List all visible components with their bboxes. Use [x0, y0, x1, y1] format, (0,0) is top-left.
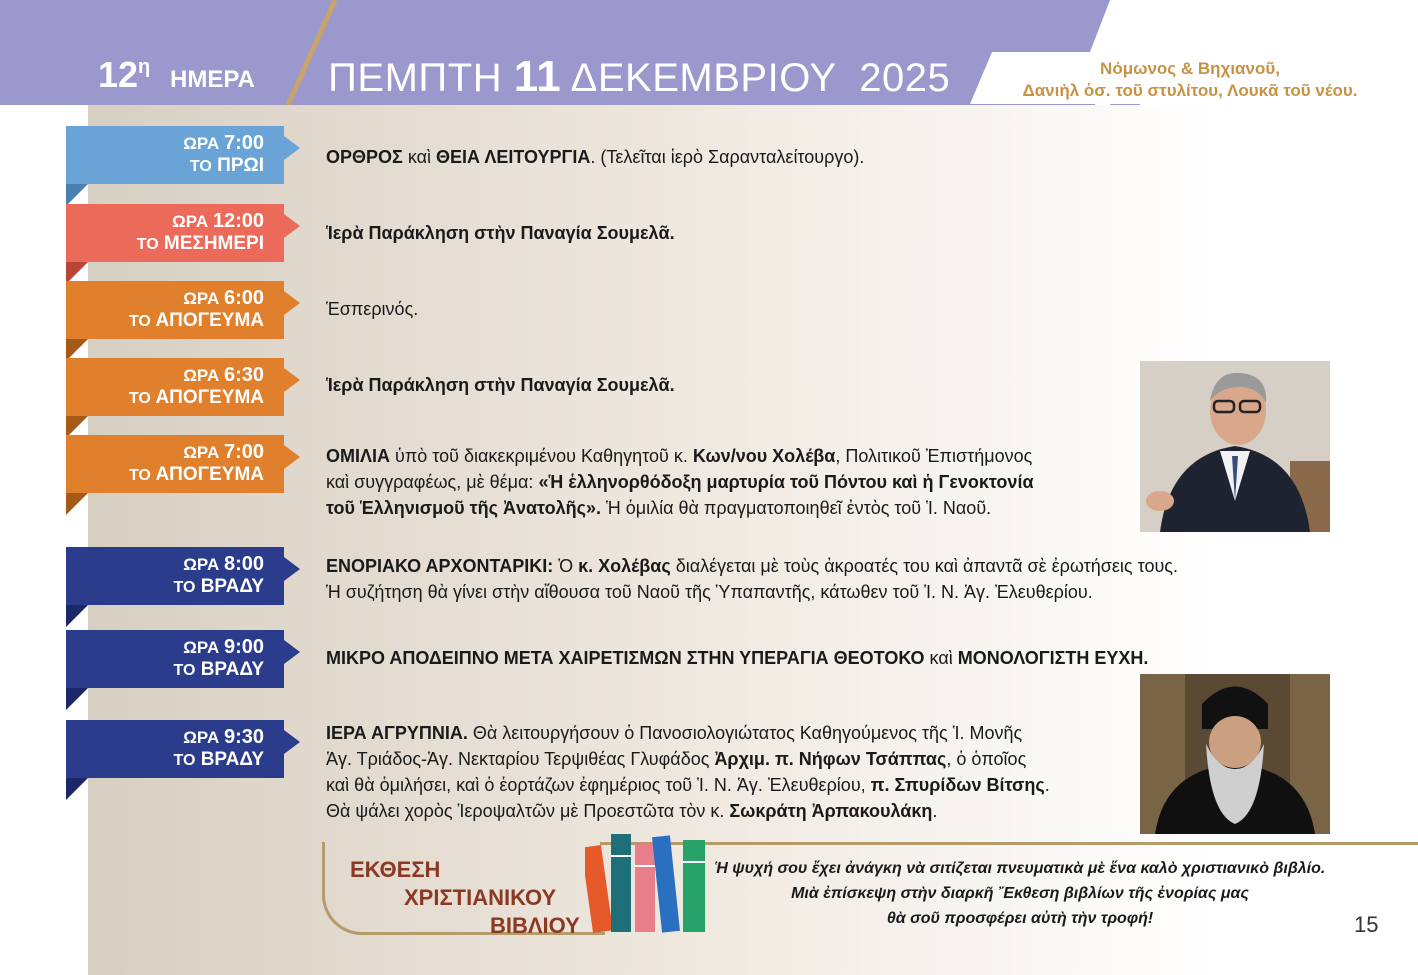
event-description: ΟΡΘΡΟΣ καὶ ΘΕΙΑ ΛΕΙΤΟΥΡΓΙΑ. (Τελεῖται ἱερὸ Σαρανταλείτουργο). — [326, 147, 865, 167]
time-ribbon — [66, 358, 286, 416]
period-label: ΤΟ ΒΡΑΔΥ — [173, 749, 264, 770]
day-label: ΗΜΕΡΑ — [170, 66, 255, 93]
date-title: ΠΕΜΠΤΗ 11 ΔΕΚΕΜΒΡΙΟΥ 2025 — [328, 52, 951, 101]
event-description: Ἱερὰ Παράκληση στὴν Παναγία Σουμελᾶ. — [326, 223, 675, 243]
time-label: ΩΡΑ 8:00 — [183, 553, 264, 575]
period-label: ΤΟ ΑΠΟΓΕΥΜΑ — [128, 387, 264, 408]
time-ribbon — [66, 547, 286, 605]
time-label: ΩΡΑ 9:30 — [183, 726, 264, 748]
event-description: ΙΕΡΑ ΑΓΡΥΠΝΙΑ. Θὰ λειτουργήσουν ὁ Πανοσιολογιώτατος Καθηγούμενος τῆς Ἱ. Μονῆς Ἁγ. Τριάδος-Ἁγ. Νεκταρίου Τερψιθέας Γλυφάδος Ἀρχιμ. π. Νήφων Τσάππας, ὁ ὁποῖος καὶ θὰ ὁμιλήσει, καὶ ὁ ἑορτάζων ἐφημέριος τοῦ Ἱ. Ν. Ἁγ. Ἐλευθερίου, π. Σπυρίδων Βίτσης. Θὰ ψάλει χορὸς Ἱεροψαλτῶν μὲ Προεστῶτα τὸν κ. Σωκράτη Ἀρπακουλάκη. — [326, 723, 1050, 821]
event-description: ΕΝΟΡΙΑΚΟ ΑΡΧΟΝΤΑΡΙΚΙ: Ὁ κ. Χολέβας διαλέγεται μὲ τοὺς ἀκροατές του καὶ ἀπαντᾶ σὲ ἐρωτήσεις τους. Ἡ συζήτηση θὰ γίνει στὴν αἴθουσα τοῦ Ναοῦ τῆς Ὑπαπαντῆς, κάτωθεν τοῦ Ἱ. Ν. Ἁγ. Ἐλευθερίου. — [326, 556, 1178, 602]
time-label: ΩΡΑ 12:00 — [172, 210, 264, 232]
event-description: ΟΜΙΛΙΑ ὑπὸ τοῦ διακεκριμένου Καθηγητοῦ κ. Κων/νου Χολέβα, Πολιτικοῦ Ἐπιστήμονος καὶ συγγραφέως, μὲ θέμα: «Ἡ ἑλληνορθόδοξη μαρτυρία τοῦ Πόντου καὶ ἡ Γενοκτονία τοῦ Ἑλληνισμοῦ τῆς Ἀνατολῆς». Ἡ ὁμιλία θὰ πραγματοποιηθεῖ ἐντὸς τοῦ Ἱ. Ναοῦ. — [326, 446, 1034, 518]
speaker-photo — [1140, 361, 1330, 532]
time-ribbon — [66, 204, 286, 262]
period-label: ΤΟ ΜΕΣΗΜΕΡΙ — [136, 233, 264, 254]
exhibition-message: Ἡ ψυχή σου ἔχει ἀνάγκη νὰ σιτίζεται πνευματικὰ μὲ ἕνα καλὸ χριστιανικὸ βιβλίο. Μιὰ ἐπίσκεψη στὴν διαρκῆ ῎Εκθεση βιβλίων τῆς ἐνορίας μας θὰ σοῦ προσφέρει αὐτὴ τὴν τροφή! — [714, 860, 1326, 927]
time-ribbon — [66, 126, 286, 184]
time-ribbon — [66, 630, 286, 688]
exhibition-title-line1: ΕΚΘΕΣΗ — [350, 857, 441, 882]
period-label: ΤΟ ΒΡΑΔΥ — [173, 576, 264, 597]
exhibition-title-line3: ΒΙΒΛΙΟΥ — [490, 913, 580, 938]
day-number: $12^\eta$ — [98, 54, 151, 95]
period-label: ΤΟ ΑΠΟΓΕΥΜΑ — [128, 310, 264, 331]
time-label: ΩΡΑ 9:00 — [183, 636, 264, 658]
time-ribbon — [66, 281, 286, 339]
exhibition-title-line2: ΧΡΙΣΤΙΑΝΙΚΟΥ — [404, 885, 557, 910]
page-number: 15 — [1354, 912, 1379, 937]
event-description: ΜΙΚΡΟ ΑΠΟΔΕΙΠΝΟ ΜΕΤΑ ΧΑΙΡΕΤΙΣΜΩΝ ΣΤΗΝ ΥΠΕΡΑΓΙΑ ΘΕΟΤΟΚΟ καὶ ΜΟΝΟΛΟΓΙΣΤΗ ΕΥΧΗ. — [326, 648, 1149, 668]
time-label: ΩΡΑ 7:00 — [183, 441, 264, 463]
priest-photo — [1140, 674, 1330, 834]
event-description: Ἑσπερινός. — [326, 299, 419, 319]
period-label: ΤΟ ΒΡΑΔΥ — [173, 659, 264, 680]
time-ribbon — [66, 720, 286, 778]
books-icon — [585, 826, 710, 934]
event-description: Ἱερὰ Παράκληση στὴν Παναγία Σουμελᾶ. — [326, 375, 675, 395]
time-label: ΩΡΑ 6:00 — [183, 287, 264, 309]
period-label: ΤΟ ΠΡΩΙ — [189, 155, 264, 176]
time-ribbon — [66, 435, 286, 493]
divider-line — [600, 842, 1418, 845]
time-label: ΩΡΑ 7:00 — [183, 132, 264, 154]
time-label: ΩΡΑ 6:30 — [183, 364, 264, 386]
saints-of-the-day: Νόμωνος & Βηχιανοῦ, Δανιὴλ ὁσ. τοῦ στυλίτου, Λουκᾶ τοῦ νέου. — [1022, 59, 1358, 100]
period-label: ΤΟ ΑΠΟΓΕΥΜΑ — [128, 464, 264, 485]
